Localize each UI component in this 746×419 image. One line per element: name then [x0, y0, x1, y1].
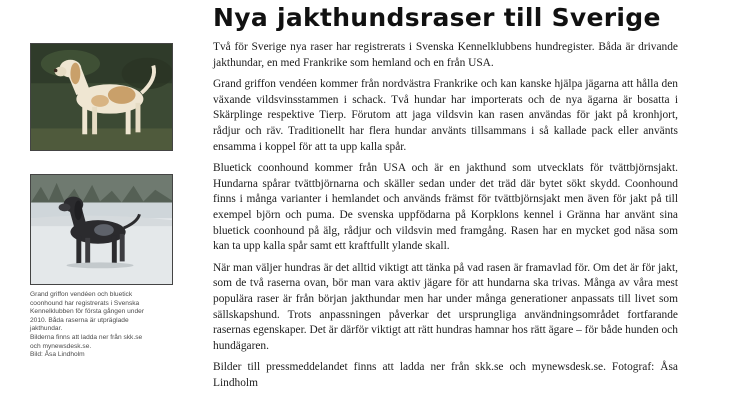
dog-ear — [70, 63, 80, 85]
coonhound-photo — [30, 174, 173, 285]
dog-ear — [74, 201, 82, 221]
article-title: Nya jakthundsraser till Sverige — [213, 3, 661, 32]
article-body — [213, 40, 678, 397]
paragraph-intro: Två för Sverige nya raser har registrerats i Svenska Kennelklubbens hundregister. Båda är drivande jakthundar, en med Frankrike som hemland och en från USA. — [213, 41, 678, 69]
paragraph-coonhound: Bluetick coonhound kommer från USA och är en jakthund som utvecklats för tvättbjörnsjakt. Hundarna spårar tvättbjörnarna och skäller sedan under det träd där bytet sökt skydd. Coonhound finns i många varianter i hemlandet och används främst för tvättbjörnsjakt men även för jakt på till exempel björn och puma. De svenska uppfödarna på Korpklons kennel i Gränna har använt sina bluetick coonhound på älg, rådjur och vildsvin med framgång. Rasen har en mycket god näsa som kan ta upp kalla spår samt ett kraftfullt ylande skall. — [213, 162, 678, 253]
photo-caption — [30, 291, 180, 360]
caption-line: Kennelklubben för första gången under — [30, 308, 145, 316]
paragraph-advice: När man väljer hundras är det alltid viktigt att tänka på vad rasen är framavlad för. Om det är för jakt, som de två raserna ovan, bör man vara aktiv jägare för att hundarna ska trivas. Många av våra mest populära raser är från början jakthundar men har under många generationer anpassats till livet som sällskapshund. Trots anpassningen påverkar det ursprungliga användningsområdet fortfarande rasernas egenskaper. Det är därför viktigt att rätt hundras hamnar hos rätt ägare – för både hunden och hundägaren. — [213, 261, 678, 352]
paragraph-griffon: Grand griffon vendéen kommer från nordvästra Frankrike och kan kanske hjälpa jägarna att hålla den växande vildsvinsstammen i schack. Två hundar har importerats och de nya ägarna är bosatta i Skärplinge respektive Tierp. Förutom att jaga vildsvin kan rasen användas för jakt på kronhjort, rådjur och räv. Traditionellt har flera hundar använts tillsammans i så kallade pack eller använts ensamma i koppel för att ta upp kalla spår. — [213, 78, 678, 153]
griffon-dog-photo-icon — [31, 44, 172, 150]
caption-line: Grand griffon vendéen och bluetick — [30, 291, 133, 298]
caption-line: Bild: Åsa Lindholm — [30, 351, 85, 359]
caption-line: jakthundar. — [30, 325, 63, 333]
caption-line: och mynewsdesk.se. — [30, 342, 92, 350]
caption-line: Bilderna finns att ladda ner från skk.se — [30, 333, 143, 341]
griffon-photo — [30, 43, 173, 151]
paragraph-photo-credit: Bilder till pressmeddelandet finns att ladda ner från skk.se och mynewsdesk.se. Fotograf: Åsa Lindholm — [213, 361, 678, 389]
caption-line: 2010. Båda raserna är utpräglade — [30, 316, 129, 324]
coonhound-dog-photo-icon — [31, 175, 172, 284]
caption-line: coonhound har registrerats i Svenska — [30, 299, 140, 307]
